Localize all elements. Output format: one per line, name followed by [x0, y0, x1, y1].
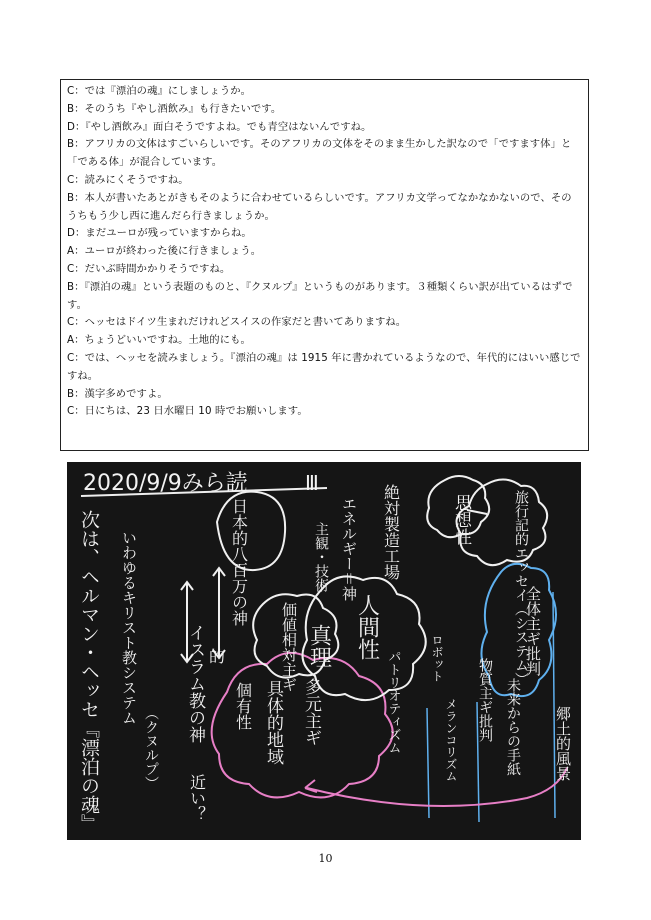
- transcript-line: C：では『漂泊の魂』にしましょうか。: [67, 85, 252, 97]
- page-number: 10: [318, 852, 333, 865]
- board-ryoko: 旅行記的エッセイ（システム）: [513, 490, 529, 686]
- board-robot: ロボット: [430, 634, 444, 682]
- board-shiso: 思想性: [451, 494, 471, 545]
- transcript-line: B：『漂泊の魂』という表題のものと、『クヌルプ』というものがあります。３種類くらい訳が出ているはずです。: [67, 280, 573, 311]
- transcript-line: C：ヘッセはドイツ生まれだけれどスイスの作家だと書いてありますね。: [67, 316, 407, 329]
- transcript-line: D：『やし酒飲み』面白そうですよね。でも青空はないんですね。: [67, 120, 372, 133]
- board-islam: イスラム教の神: [185, 624, 205, 743]
- board-kosei: 個有性: [233, 682, 253, 730]
- board-energy: エネルギー＝神: [340, 496, 358, 602]
- board-kachi: 価値相対主ギ: [280, 602, 298, 692]
- blackboard-photo: [67, 462, 581, 840]
- board-shukan: 主観・技術: [313, 522, 329, 592]
- board-melancholism: メランコリズム: [444, 698, 458, 782]
- board-session: Ⅲ: [305, 471, 319, 495]
- board-patriotism: パトリオティズム: [385, 650, 401, 754]
- board-japanese-gods: 日本的八百万の神: [229, 498, 249, 626]
- board-christian: いわゆるキリスト教システム: [120, 530, 138, 725]
- board-zentai: 全体主ギ批判: [524, 586, 542, 676]
- transcript-line: B：漢字多めですよ。: [67, 387, 168, 400]
- board-knulp: （クヌルプ）: [143, 706, 159, 790]
- board-ningen: 人間性: [354, 594, 380, 660]
- board-tagen: 多元主ギ: [301, 678, 321, 746]
- transcript-line: C：だいぶ時間かかりそうですね。: [67, 262, 231, 275]
- transcript-line: D：まだユーロが残っていますからね。: [67, 227, 252, 240]
- board-next-book: 次は、ヘルマン・ヘッセ『漂泊の魂』: [78, 510, 100, 833]
- board-zettai: 絶対製造工場: [381, 484, 401, 580]
- transcript-line: B：本人が書いたあとがきもそのように合わせているらしいです。アフリカ文学ってなかなかないので、そのうちもう少し西に進んだら行きましょうか。: [67, 191, 572, 222]
- transcript-line: A：ちょうどいいですね。土地的にも。: [67, 334, 251, 347]
- transcript-line: C：日にちは、23 日水曜日 10 時でお願いします。: [67, 405, 308, 418]
- board-near: 近い？: [187, 774, 207, 822]
- transcript-line: A：ユーロが終わった後に行きましょう。: [67, 245, 262, 258]
- transcript-line: B：そのうち『やし酒飲み』も行きたいです。: [67, 102, 282, 115]
- board-shinri: 真理: [306, 624, 332, 668]
- board-mirai: 未来からの手紙: [505, 678, 521, 776]
- board-busshitsu: 物質主ギ批判: [477, 658, 493, 742]
- board-gutai: 具体的地域: [263, 680, 283, 765]
- board-kyodo: 郷土的風景: [554, 706, 572, 781]
- transcript-line: C：では、ヘッセを読みましょう。『漂泊の魂』は 1915 年に書かれているようなので、年代的にはいい感じですね。: [67, 351, 581, 382]
- transcript-line: C：読みにくそうですね。: [67, 173, 189, 186]
- board-de: 的: [209, 647, 226, 666]
- board-date: 2020/9/9みら読: [83, 471, 248, 496]
- transcript-line: B：アフリカの文体はすごいらしいです。そのアフリカの文体をそのまま生かした訳なので「ですます体」と「である体」が混合しています。: [67, 138, 572, 169]
- dialogue-transcript: [60, 79, 589, 451]
